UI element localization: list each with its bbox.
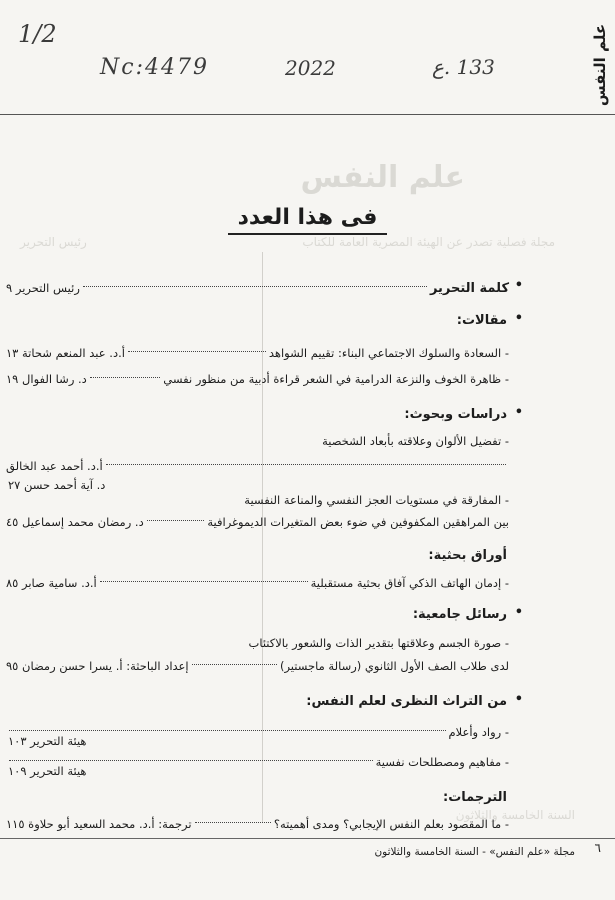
toc-entry-thesis-1[interactable] — [6, 658, 509, 674]
leader-dots — [147, 520, 205, 521]
toc-entry-study-2[interactable] — [6, 514, 509, 530]
handwritten-issue: 133 .ع — [432, 55, 495, 79]
ghost-line-2: رئيس التحرير — [20, 235, 87, 249]
entry-title: لدى طلاب الصف الأول الثانوي (رسالة ماجستير) — [279, 659, 509, 673]
entry-author: ترجمة: أ.د. محمد السعيد أبو حلاوة ١١٥ — [6, 817, 192, 831]
entry-author: أ.د. عبد المنعم شحاتة ١٣ — [6, 346, 125, 360]
toc-entry-paper-1[interactable] — [6, 575, 509, 591]
section-title-theses: رسائل جامعية: — [412, 607, 507, 622]
toc-entry-article-2[interactable] — [6, 371, 509, 387]
entry-title: - تفضيل الألوان وعلاقته بأبعاد الشخصية — [322, 434, 509, 448]
section-title-editorial: كلمة التحرير — [429, 280, 509, 296]
leader-dots — [9, 730, 446, 731]
section-title-heritage: من التراث النظرى لعلم النفس: — [306, 694, 507, 709]
ghost-line-3: السنة الخامسة والثلاثون — [455, 808, 575, 822]
entry-author: إعداد الباحثة: أ. يسرا حسن رمضان ٩٥ — [6, 659, 189, 673]
entry-title: - مفاهيم ومصطلحات نفسية — [375, 755, 509, 769]
journal-footer: مجلة «علم النفس» - السنة الخامسة والثلاثون — [374, 846, 575, 858]
entry-author: رئيس التحرير ٩ — [6, 281, 80, 295]
entry-title: - السعادة والسلوك الاجتماعي البناء: تقييم الشواهد — [268, 346, 509, 360]
handwritten-year: 2022 — [285, 56, 336, 80]
toc-heading: فى هذا العدد — [0, 205, 615, 235]
entry-title: - ما المقصود بعلم النفس الإيجابي؟ ومدى أهميته؟ — [273, 817, 509, 831]
footer-rule — [0, 838, 615, 839]
toc-entry-editorial[interactable] — [6, 280, 509, 296]
ghost-line-1: مجلة فصلية تصدر عن الهيئة المصرية العامة للكتاب — [302, 235, 555, 249]
toc-entry-study-1[interactable] — [6, 433, 509, 449]
section-title-studies: دراسات وبحوث: — [404, 407, 507, 422]
section-title-articles: مقالات: — [456, 313, 507, 328]
page-number: ٦ — [594, 841, 601, 855]
handwritten-serial: Nc:4479 — [100, 55, 209, 80]
entry-author: أ.د. سامية صابر ٨٥ — [6, 576, 97, 590]
spine-journal-title: علم النفس — [591, 23, 610, 107]
leader-dots — [9, 760, 373, 761]
bullet: • — [514, 692, 523, 707]
handwritten-fraction: 1/2 — [18, 20, 57, 48]
entry-title: - رواد وأعلام — [448, 725, 509, 739]
entry-author: أ.د. أحمد عبد الخالق — [6, 459, 103, 473]
toc-entry-translation-1[interactable] — [6, 816, 509, 832]
bullet: • — [514, 311, 523, 326]
toc-entry-study-1-authors — [6, 458, 509, 474]
bullet: • — [514, 405, 523, 420]
entry-author: هيئة التحرير ١٠٩ — [8, 764, 87, 778]
header-rule — [0, 114, 615, 115]
toc-entry-thesis-line-1[interactable]: - صورة الجسم وعلاقتها بتقدير الذات والشعور بالاكتئاب — [248, 636, 509, 650]
entry-author: د. رمضان محمد إسماعيل ٤٥ — [6, 515, 144, 529]
leader-dots — [100, 581, 308, 582]
toc-entry-article-1[interactable] — [6, 345, 509, 361]
bullet: • — [514, 278, 523, 293]
entry-author: هيئة التحرير ١٠٣ — [8, 734, 87, 748]
entry-author: د. رشا الفوال ١٩ — [6, 372, 87, 386]
bullet: • — [514, 605, 523, 620]
entry-title: بين المراهقين المكفوفين في ضوء بعض المتغيرات الديموغرافية — [207, 515, 509, 529]
leader-dots — [192, 664, 277, 665]
section-title-papers: أوراق بحثية: — [428, 548, 507, 563]
toc-entry-study-2-line-1[interactable]: - المفارقة في مستويات العجز النفسي والمناعة النفسية — [244, 493, 509, 507]
entry-title: - ظاهرة الخوف والنزعة الدرامية في الشعر قراءة أدبية من منظور نفسي — [163, 372, 509, 386]
leader-dots — [195, 822, 271, 823]
ghost-title: علم النفس — [300, 160, 465, 195]
leader-dots — [90, 377, 160, 378]
entry-author-2: د. آية أحمد حسن ٢٧ — [8, 478, 106, 492]
entry-title: - إدمان الهاتف الذكي آفاق بحثية مستقبلية — [310, 576, 509, 590]
leader-dots — [106, 464, 506, 465]
section-title-translations: الترجمات: — [443, 790, 507, 805]
leader-dots — [83, 286, 427, 287]
leader-dots — [128, 351, 266, 352]
